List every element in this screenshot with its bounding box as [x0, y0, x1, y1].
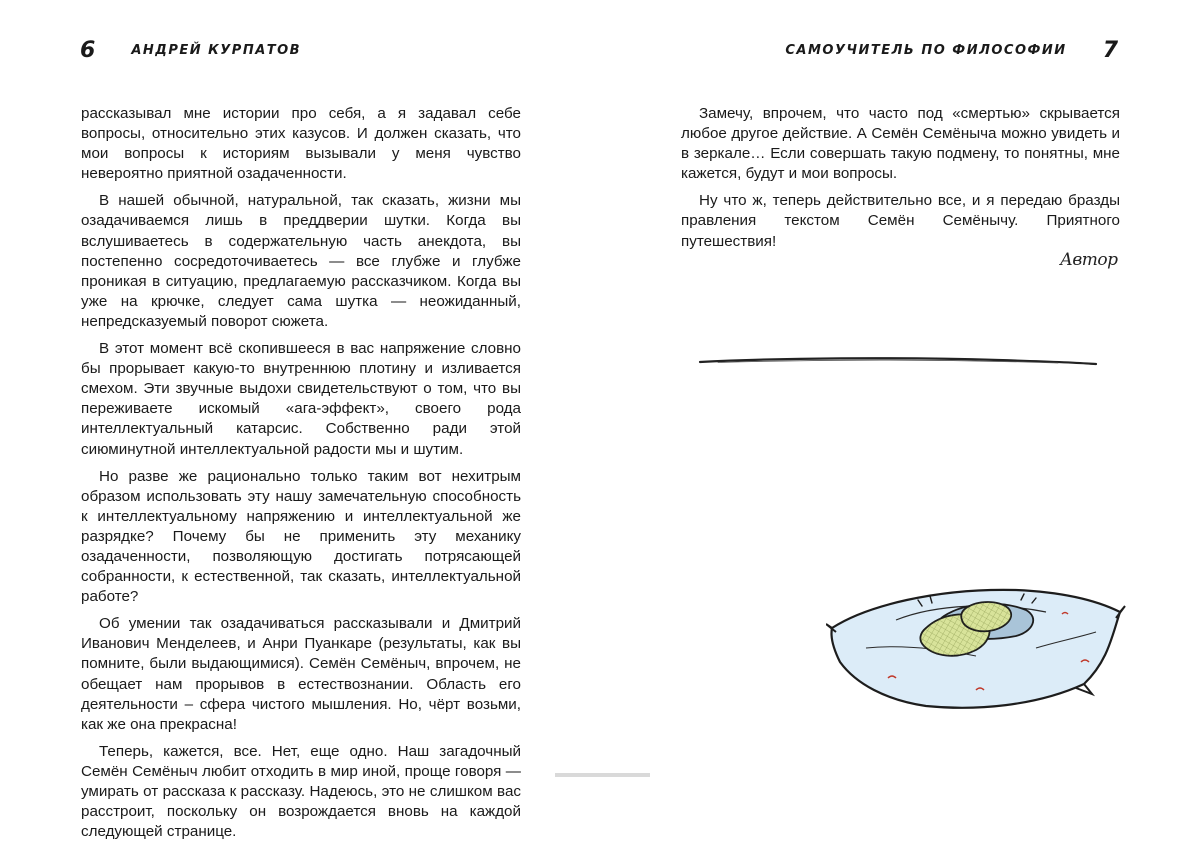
left-page-text: [81, 104, 521, 849]
right-page-number: 7: [1102, 37, 1118, 63]
left-running-header: [80, 36, 301, 64]
right-running-header: [785, 36, 1118, 64]
author-name: АНДРЕЙ КУРПАТОВ: [131, 42, 302, 58]
paragraph: Но разве же рационально только таким вот нехитрым образом использовать эту нашу замечательную способность к интеллектуальному напряжению и интеллектуальной же разрядке? Почему бы не применить эту механику озадаченности, позволяющую достигать потрясающей собранности, к естественной, так сказать, интеллектуальной работе?: [81, 467, 521, 606]
author-signature: Автор: [1060, 250, 1118, 270]
pillow-illustration: [826, 566, 1126, 716]
book-title: САМОУЧИТЕЛЬ ПО ФИЛОСОФИИ: [785, 42, 1067, 58]
paragraph: В нашей обычной, натуральной, так сказать, жизни мы озадачиваемся лишь в преддверии шутки. Когда вы вслушиваетесь в содержательную часть анекдота, вы постепенно сосредоточиваетесь — все глубже и глубже проникая в ситуацию, предлагаемую рассказчиком. Когда вы уже на крючке, следует сама шутка — неожиданный, непредсказуемый поворот сюжета.: [81, 192, 521, 330]
paragraph: Замечу, впрочем, что часто под «смертью» скрывается любое другое действие. А Семён Семёныча можно увидеть и в зеркале… Если совершать такую подмену, то понятны, мне кажется, будут и мои вопросы.: [681, 105, 1120, 183]
paragraph: рассказывал мне истории про себя, а я задавал себе вопросы, относительно этих казусов. И должен сказать, что мои вопросы к историям вызывали у меня чувство невероятно приятной озадаченности.: [81, 105, 521, 183]
paragraph: Об умении так озадачиваться рассказывали и Дмитрий Иванович Менделеев, и Анри Пуанкаре (результаты, как вы помните, были выдающимися). Семён Семёныч, впрочем, не обещает нам прорывов в естествознании. Область его деятельности – сфера чистого мышления. Но, чёрт возьми, как же она прекрасна!: [81, 615, 521, 733]
paragraph: Теперь, кажется, все. Нет, еще одно. Наш загадочный Семён Семёныч любит отходить в мир иной, проще говоря — умирать от рассказа к рассказу. Надеюсь, это не слишком вас расстроит, поскольку он возрождается вновь на каждой следующей странице.: [81, 742, 521, 841]
gutter-mark: [555, 772, 650, 778]
right-page-text: [681, 104, 1120, 259]
section-divider: [698, 352, 1098, 372]
paragraph: В этот момент всё скопившееся в вас напряжение словно бы прорывает какую-то внутреннюю плотину и изливается смехом. Эти звучные выдохи свидетельствуют о том, что вы переживаете искомый «ага-эффект», своего рода интеллектуальный катарсис. Собственно ради этой сиюминутной интеллектуальной радости мы и шутим.: [81, 340, 521, 458]
left-page-number: 6: [80, 37, 96, 63]
paragraph: Ну что ж, теперь действительно все, и я передаю бразды правления текстом Семён Семёнычу. Приятного путешествия!: [681, 192, 1120, 250]
